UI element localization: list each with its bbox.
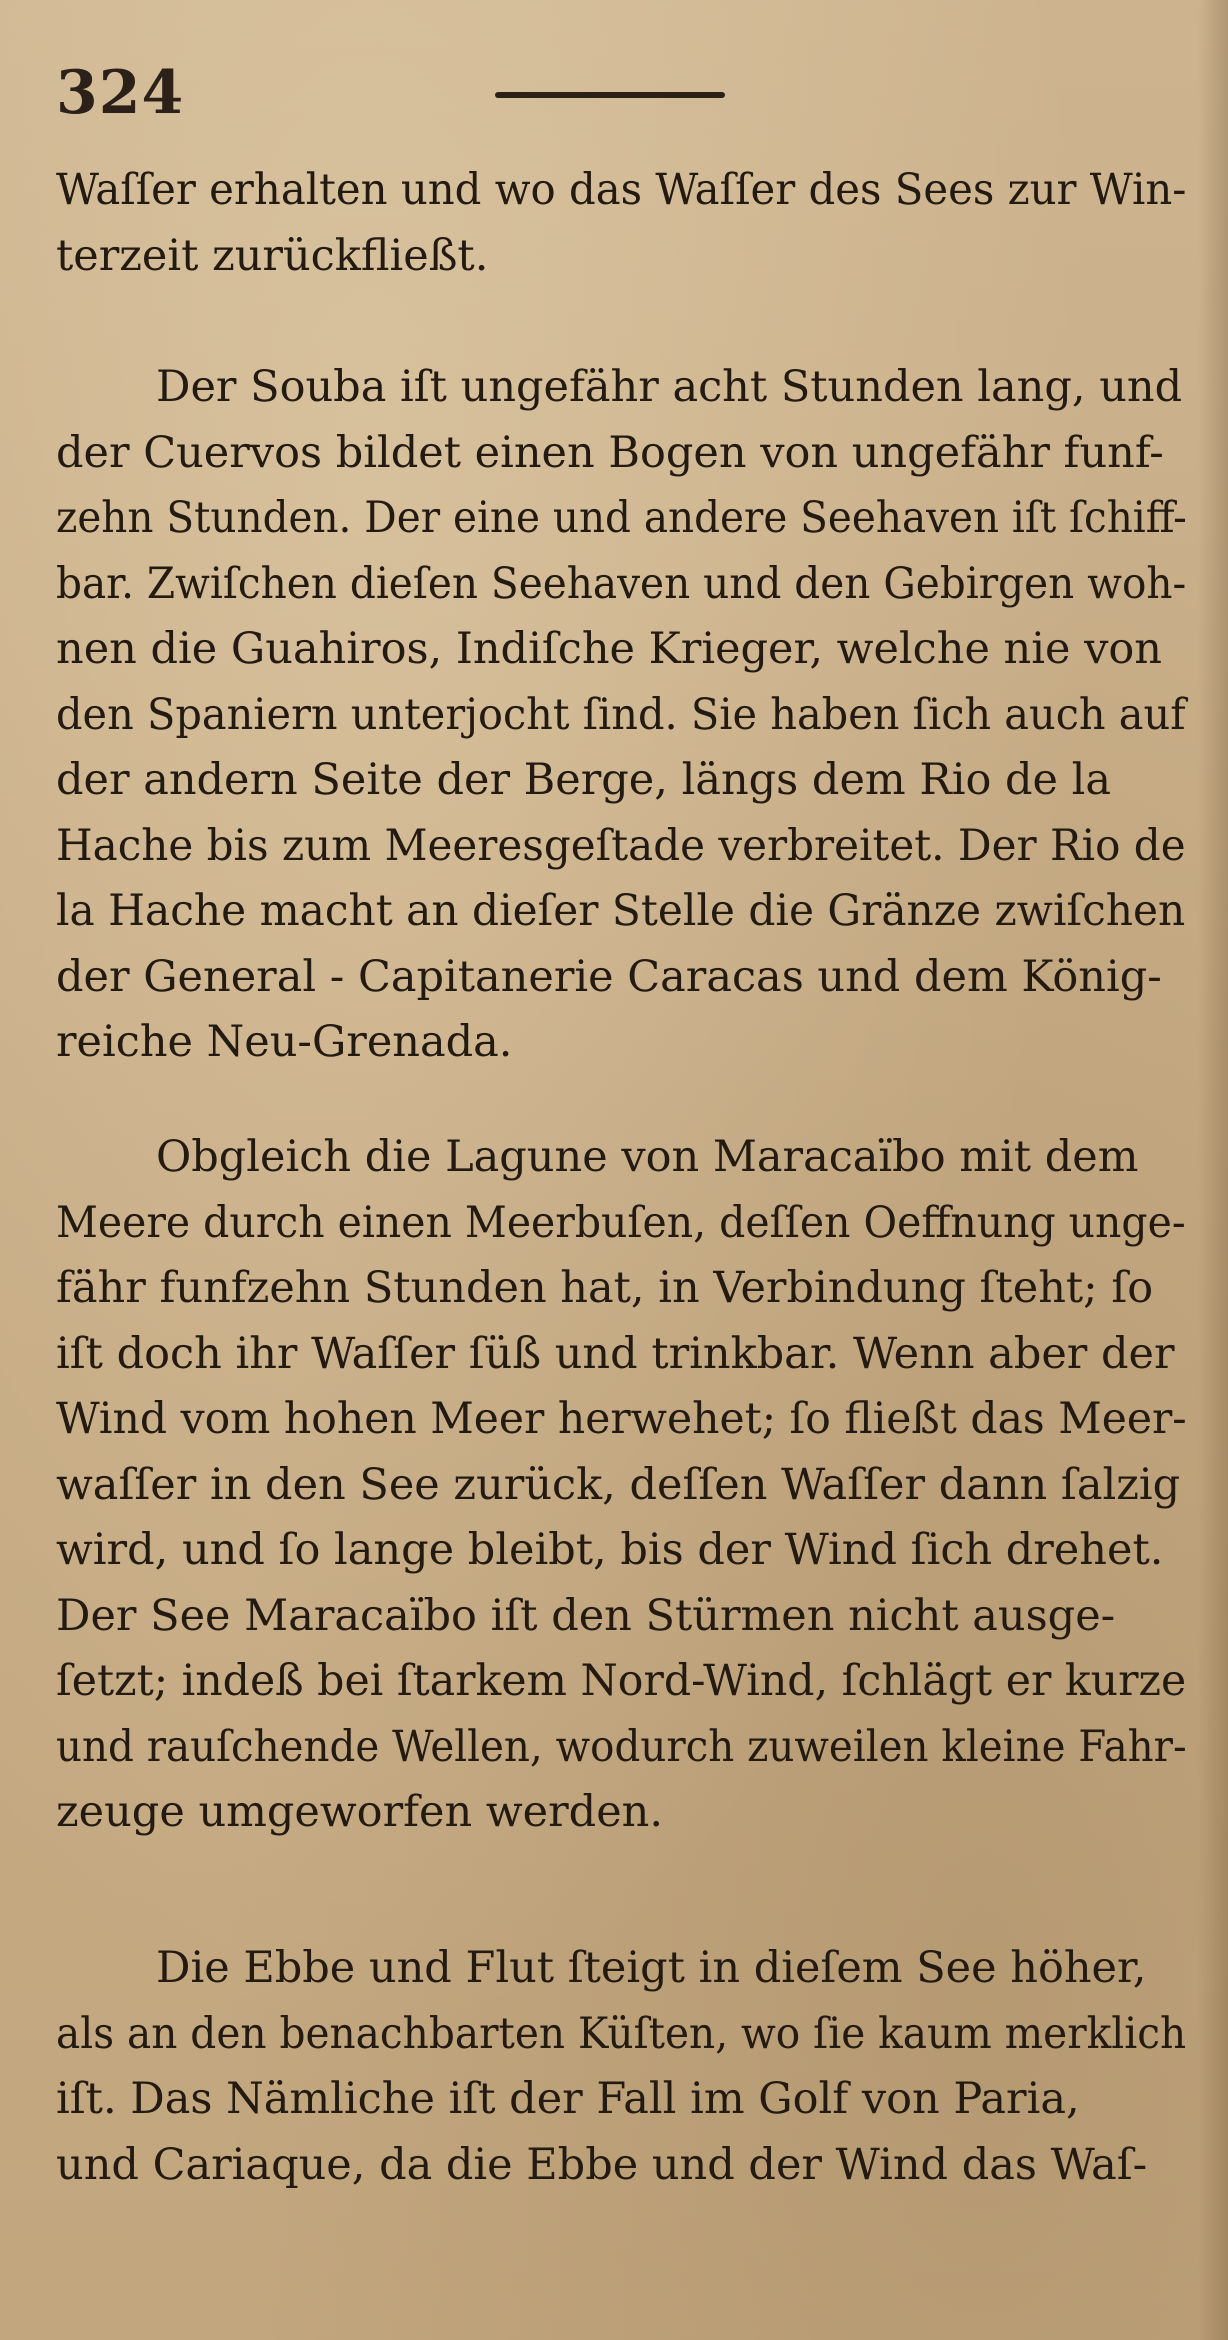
text-line: wird, und ſo lange bleibt, bis der Wind ſich drehet. — [56, 1525, 1164, 1575]
text-line: der General - Capitanerie Caracas und dem König- — [56, 951, 1162, 1002]
text-line: nen die Guahiros, Indiſche Krieger, welche nie von — [56, 624, 1162, 674]
text-line: zehn Stunden. Der eine und andere Seehaven iſt ſchiff- — [56, 493, 1187, 543]
text-line: den Spaniern unterjocht ſind. Sie haben ſich auch auf — [56, 689, 1186, 740]
text-line: fähr funfzehn Stunden hat, in Verbindung ſteht; ſo — [56, 1263, 1154, 1313]
text-line: Der Souba iſt ungefähr acht Stunden lang, und — [156, 362, 1183, 412]
text-line: bar. Zwiſchen dieſen Seehaven und den Gebirgen woh- — [56, 558, 1187, 609]
text-line: zeuge umgeworfen werden. — [56, 1787, 663, 1837]
text-line: Hache bis zum Meeresgeſtade verbreitet. Der Rio de — [56, 820, 1186, 871]
page-edge-shadow — [1198, 0, 1228, 2340]
text-line: iſt. Das Nämliche iſt der Fall im Golf von Paria, — [56, 2074, 1080, 2124]
text-line: terzeit zurückfließt. — [56, 230, 489, 281]
text-line: und Cariaque, da die Ebbe und der Wind das Waſ- — [56, 2139, 1148, 2190]
text-line: iſt doch ihr Waſſer ſüß und trinkbar. Wenn aber der — [56, 1328, 1175, 1379]
text-line: und rauſchende Wellen, wodurch zuweilen kleine Fahr- — [56, 1721, 1187, 1772]
text-line: Obgleich die Lagune von Maracaïbo mit dem — [156, 1132, 1139, 1182]
text-line: la Hache macht an dieſer Stelle die Gränze zwiſchen — [56, 886, 1186, 936]
text-line: reiche Neu-Grenada. — [56, 1017, 513, 1067]
paragraph-1 — [56, 158, 1186, 289]
text-line: Waſſer erhalten und wo das Waſſer des Sees zur Win- — [56, 165, 1187, 215]
text-line: Der See Maracaïbo iſt den Stürmen nicht ausge- — [56, 1590, 1116, 1641]
paragraph-2 — [56, 355, 1186, 1076]
text-line: als an den benachbarten Küſten, wo ſie kaum merklich — [56, 2008, 1187, 2059]
text-line: waſſer in den See zurück, deſſen Waſſer dann ſalzig — [56, 1459, 1181, 1510]
text-line: ſetzt; indeß bei ſtarkem Nord-Wind, ſchlägt er kurze — [56, 1656, 1187, 1706]
text-line: Wind vom hohen Meer herwehet; ſo fließt das Meer- — [56, 1394, 1187, 1444]
paragraph-4 — [56, 1936, 1186, 2198]
text-line: der andern Seite der Berge, längs dem Rio de la — [56, 755, 1112, 805]
text-line: Meere durch einen Meerbuſen, deſſen Oeffnung unge- — [56, 1197, 1186, 1248]
header-rule — [495, 92, 725, 98]
text-line: der Cuervos bildet einen Bogen von ungefähr funf- — [56, 427, 1164, 478]
page-number: 324 — [56, 58, 185, 128]
text-line: Die Ebbe und Flut ſteigt in dieſem See höher, — [156, 1943, 1147, 1993]
paragraph-3 — [56, 1125, 1186, 1846]
